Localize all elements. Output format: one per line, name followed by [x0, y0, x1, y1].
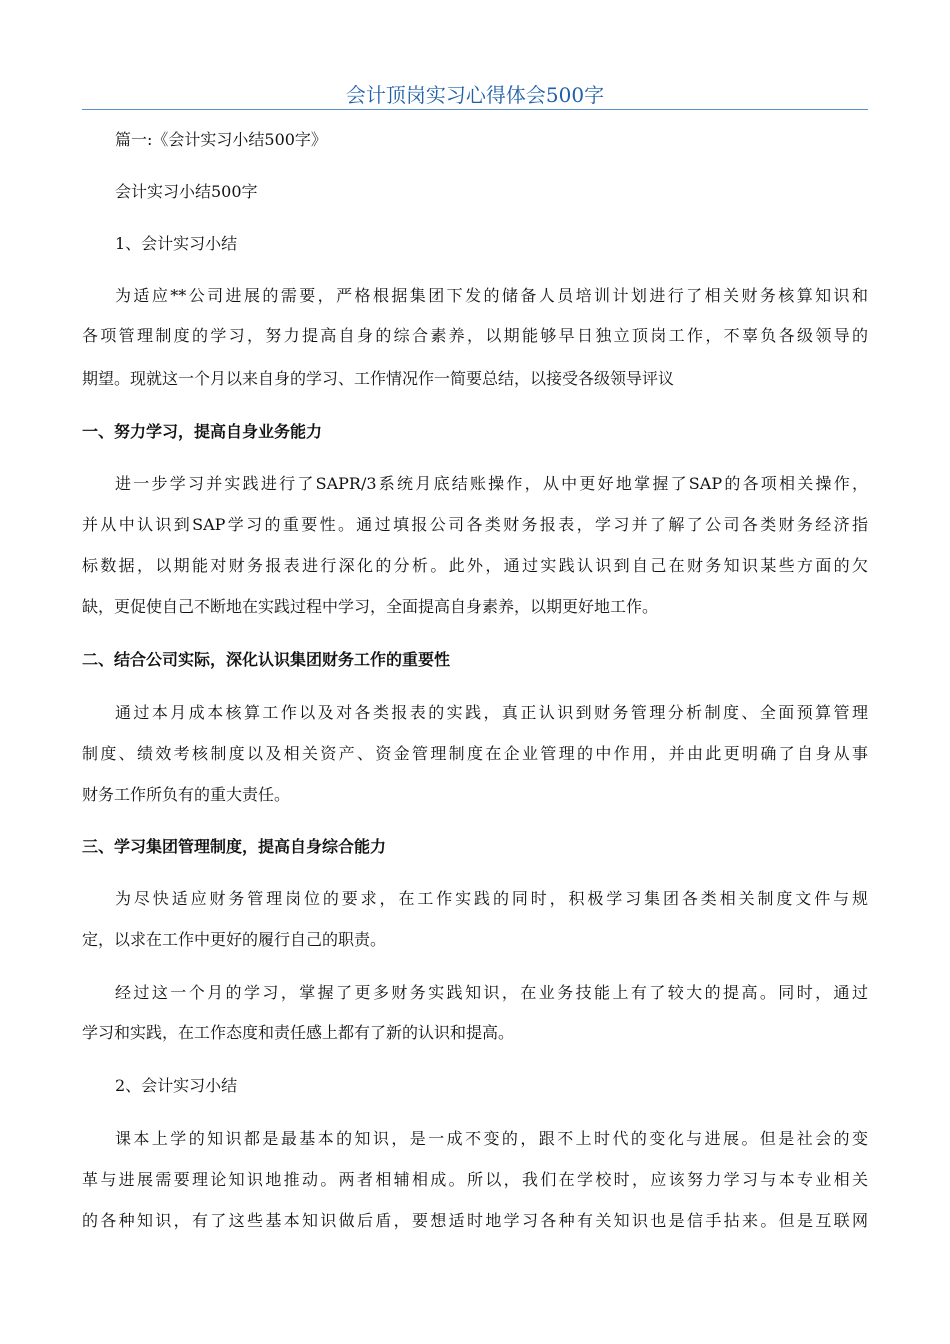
- paragraph-line: 的各种知识，有了这些基本知识做后盾，要想适时地学习各种有关知识也是信手拈来。但是互联网: [82, 1211, 868, 1230]
- paragraph-line: 为尽快适应财务管理岗位的要求，在工作实践的同时，积极学习集团各类相关制度文件与规: [115, 889, 868, 908]
- paragraph-line: 通过本月成本核算工作以及对各类报表的实践，真正认识到财务管理分析制度、全面预算管理: [115, 703, 868, 722]
- paragraph-line: 财务工作所负有的重大责任。: [82, 785, 291, 804]
- paragraph-line: 学习和实践，在工作态度和责任感上都有了新的认识和提高。: [82, 1023, 515, 1042]
- section-heading-article-one: 篇一:《会计实习小结500字》: [115, 130, 327, 149]
- paragraph-line: 标数据，以期能对财务报表进行深化的分析。此外，通过实践认识到自己在财务知识某些方面的欠: [82, 556, 868, 575]
- title-underline: [82, 109, 868, 110]
- paragraph-line: 会计实习小结500字: [115, 182, 258, 201]
- subsection-heading: 1、会计实习小结: [115, 234, 238, 253]
- bold-heading: 三、学习集团管理制度，提高自身综合能力: [82, 837, 387, 856]
- bold-heading: 一、努力学习，提高自身业务能力: [82, 422, 323, 441]
- paragraph-line: 经过这一个月的学习，掌握了更多财务实践知识，在业务技能上有了较大的提高。同时，通过: [115, 983, 868, 1002]
- subsection-heading: 2、会计实习小结: [115, 1076, 238, 1095]
- bold-heading: 二、结合公司实际，深化认识集团财务工作的重要性: [82, 650, 451, 669]
- paragraph-line: 为适应**公司进展的需要，严格根据集团下发的储备人员培训计划进行了相关财务核算知识和: [115, 286, 868, 305]
- paragraph-line: 课本上学的知识都是最基本的知识，是一成不变的，跟不上时代的变化与进展。但是社会的变: [115, 1129, 868, 1148]
- paragraph-line: 各项管理制度的学习，努力提高自身的综合素养，以期能够早日独立顶岗工作，不辜负各级领导的: [82, 326, 868, 345]
- paragraph-line: 并从中认识到SAP学习的重要性。通过填报公司各类财务报表，学习并了解了公司各类财务经济指: [82, 515, 868, 534]
- paragraph-line: 期望。现就这一个月以来自身的学习、工作情况作一简要总结，以接受各级领导评议: [82, 369, 675, 388]
- paragraph-line: 进一步学习并实践进行了SAPR/3系统月底结账操作，从中更好地掌握了SAP的各项相关操作，: [115, 474, 868, 493]
- paragraph-line: 定，以求在工作中更好的履行自己的职责。: [82, 930, 387, 949]
- paragraph-line: 缺，更促使自己不断地在实践过程中学习，全面提高自身素养，以期更好地工作。: [82, 597, 659, 616]
- paragraph-line: 制度、绩效考核制度以及相关资产、资金管理制度在企业管理的中作用，并由此更明确了自身从事: [82, 744, 868, 763]
- paragraph-line: 革与进展需要理论知识地推动。两者相辅相成。所以，我们在学校时，应该努力学习与本专业相关: [82, 1170, 868, 1189]
- document-title: 会计顶岗实习心得体会500字: [345, 83, 605, 107]
